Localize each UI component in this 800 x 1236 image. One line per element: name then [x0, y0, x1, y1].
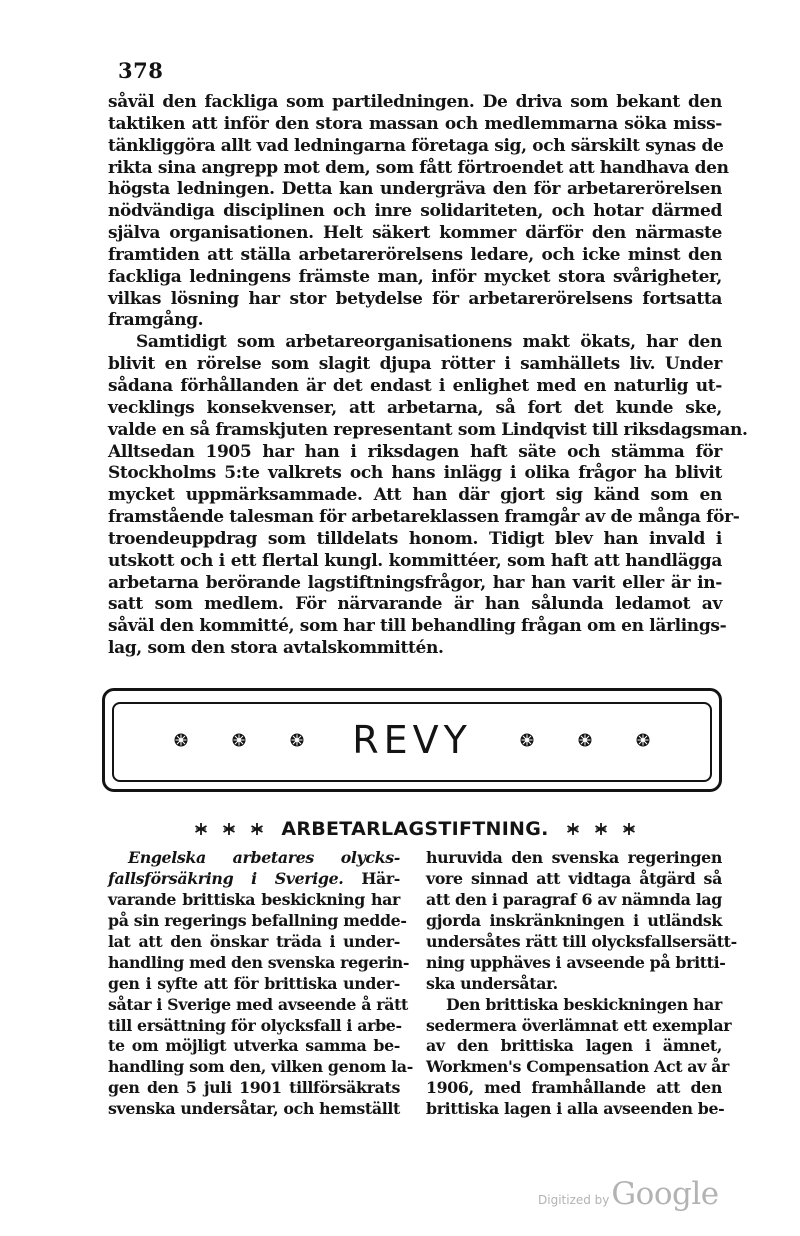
asterisk-ornament-icon: [566, 822, 580, 836]
article-lead-tail: Här-: [361, 868, 401, 888]
text-line: Stockholms 5:te valkrets och hans inlägg i olika frågor ha blivit: [108, 463, 722, 484]
column-line: gen den 5 juli 1901 tillförsäkrats: [108, 1078, 400, 1098]
text-line: Alltsedan 1905 har han i riksdagen haft säte och stämma för: [108, 441, 722, 462]
column-line: till ersättning för olycksfall i arbe-: [108, 1015, 402, 1035]
revy-banner: [102, 688, 722, 792]
text-line: rikta sina angrepp mot dem, som fått förtroendet att handhava den: [108, 157, 729, 178]
google-logo: Google: [611, 1176, 719, 1212]
column-line: handling med den svenska regerin-: [108, 952, 410, 972]
column-line: lat att den önskar träda i under-: [108, 931, 400, 951]
snowflake-ornament-icon: [232, 733, 246, 747]
revy-title: REVY: [352, 718, 472, 762]
page-number: 378: [118, 58, 164, 83]
column-line: te om möjligt utverka samma be-: [108, 1036, 400, 1056]
column-line: på sin regerings befallning medde-: [108, 910, 407, 930]
column-line: Workmen's Compensation Act av år: [426, 1057, 730, 1077]
text-line: framstående talesman för arbetareklassen framgår av de många för-: [108, 507, 740, 528]
asterisk-ornament-icon: [622, 822, 636, 836]
text-line: arbetarna berörande lagstiftningsfrågor, har han varit eller är in-: [108, 572, 722, 593]
right-column: [426, 848, 737, 1120]
watermark-prefix: Digitized by: [538, 1193, 610, 1207]
column-line: 1906, med framhållande att den: [426, 1078, 722, 1098]
column-line: brittiska lagen i alla avseenden be-: [426, 1099, 725, 1119]
column-line: sedermera överlämnat ett exemplar: [426, 1015, 732, 1035]
text-line: tänkliggöra allt vad ledningarna företaga sig, och särskilt synas de: [108, 135, 724, 156]
column-line: huruvida den svenska regeringen: [426, 848, 722, 867]
text-line: taktiken att inför den stora massan och medlemmarna söka miss-: [108, 113, 722, 134]
article-lead: fallsförsäkring i Sverige.: [108, 868, 344, 888]
asterisk-ornament-icon: [222, 822, 236, 836]
column-line: [108, 869, 400, 890]
text-line: Samtidigt som arbetareorganisationens makt ökats, har den: [136, 332, 722, 353]
text-line: valde en så framskjuten representant som Lindqvist till riksdagsman.: [108, 419, 748, 440]
column-line: gen i syfte att för brittiska under-: [108, 973, 400, 993]
snowflake-ornament-icon: [636, 733, 650, 747]
digitized-watermark: [538, 1176, 719, 1212]
text-line: framtiden att ställa arbetarerörelsens ledare, och icke minst den: [108, 244, 722, 265]
column-line: att den i paragraf 6 av nämnda lag: [426, 889, 722, 909]
column-line: gjorda inskränkningen i utländsk: [426, 910, 722, 930]
text-line: såväl den fackliga som partiledningen. De driva som bekant den: [108, 92, 722, 112]
text-line: högsta ledningen. Detta kan undergräva den för arbetarerörelsen: [108, 179, 722, 200]
column-line: såtar i Sverige med avseende å rätt: [108, 994, 408, 1014]
text-line: nödvändiga disciplinen och inre solidariteten, och hotar därmed: [108, 201, 722, 222]
column-line: ska undersåtar.: [426, 973, 558, 993]
snowflake-ornament-icon: [520, 733, 534, 747]
asterisk-ornament-icon: [594, 822, 608, 836]
asterisk-ornament-icon: [194, 822, 208, 836]
text-line: själva organisationen. Helt säkert kommer därför den närmaste: [108, 223, 722, 244]
text-line: mycket uppmärksammade. Att han där gjort sig känd som en: [108, 485, 722, 506]
text-line: satt som medlem. För närvarande är han sålunda ledamot av: [108, 594, 722, 615]
text-line: lag, som den stora avtalskommittén.: [108, 638, 444, 659]
text-line: sådana förhållanden är det endast i enlighet med en naturlig ut-: [108, 375, 722, 396]
column-line: handling som den, vilken genom la-: [108, 1057, 413, 1077]
asterisk-ornament-icon: [250, 822, 264, 836]
text-line: utskott och i ett flertal kungl. kommittéer, som haft att handlägga: [108, 550, 722, 571]
snowflake-ornament-icon: [578, 733, 592, 747]
column-line: svenska undersåtar, och hemställt: [108, 1099, 400, 1119]
article-lead: Engelska arbetares olycks-: [128, 848, 400, 867]
main-text: [108, 92, 748, 660]
text-line: såväl den kommitté, som har till behandling frågan om en lärlings-: [108, 616, 727, 637]
text-line: fackliga ledningens främste man, inför mycket stora svårigheter,: [108, 266, 722, 287]
text-line: troendeuppdrag som tilldelats honom. Tidigt blev han invald i: [108, 528, 722, 549]
column-line: vore sinnad att vidtaga åtgärd så: [426, 868, 722, 888]
snowflake-ornament-icon: [290, 733, 304, 747]
column-line: [108, 848, 400, 869]
left-column: [108, 848, 413, 1120]
section-title: ARBETARLAGSTIFTNING.: [281, 818, 549, 840]
text-line: blivit en rörelse som slagit djupa rötter i samhällets liv. Under: [108, 354, 722, 375]
column-line: ning upphäves i avseende på britti-: [426, 952, 726, 972]
text-line: framgång.: [108, 310, 204, 331]
banner-content: [102, 718, 722, 762]
column-line: av den brittiska lagen i ämnet,: [426, 1036, 722, 1056]
column-line: undersåtes rätt till olycksfallsersätt-: [426, 931, 737, 951]
column-line: Den brittiska beskickningen har: [446, 994, 723, 1014]
section-heading: [108, 816, 722, 842]
column-line: varande brittiska beskickning har: [108, 889, 400, 909]
snowflake-ornament-icon: [174, 733, 188, 747]
text-line: vecklings konsekvenser, att arbetarna, så fort det kunde ske,: [108, 397, 722, 418]
text-line: vilkas lösning har stor betydelse för arbetarerörelsens fortsatta: [108, 288, 722, 309]
